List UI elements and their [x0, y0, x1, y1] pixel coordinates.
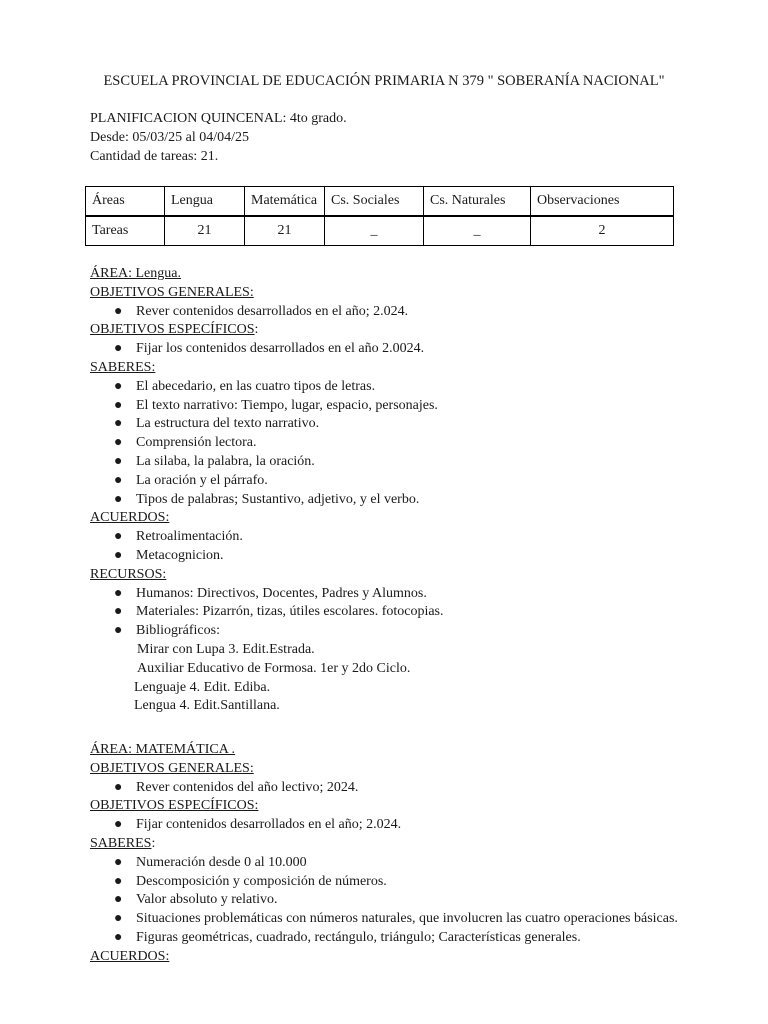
section-label: OBJETIVOS ESPECÍFICOS — [90, 322, 255, 338]
area-heading-lengua: ÁREA: Lengua. — [90, 266, 181, 281]
blank-line — [90, 716, 678, 735]
table-header-cell: Observaciones — [531, 187, 674, 217]
date-range: Desde: 05/03/25 al 04/04/25 — [90, 130, 250, 145]
table-cell: 21 — [165, 216, 245, 246]
list-item: ● La silaba, la palabra, la oración. — [114, 453, 315, 469]
book-reference: Mirar con Lupa 3. Edit.Estrada. — [137, 641, 315, 657]
list-item: ● El abecedario, en las cuatro tipos de letras. — [114, 378, 376, 394]
planning-meta — [90, 109, 347, 166]
planning-title: PLANIFICACION QUINCENAL: 4to grado. — [90, 111, 347, 126]
section-label: SABERES: — [90, 359, 156, 375]
table-cell: _ — [424, 216, 531, 246]
list-item: ● El texto narrativo: Tiempo, lugar, espacio, personajes. — [114, 397, 438, 413]
table-row — [86, 216, 674, 246]
list-item: ● Fijar contenidos desarrollados en el año; 2.024. — [114, 817, 402, 833]
table-header-row — [86, 187, 674, 217]
table-header-cell: Matemática — [245, 187, 325, 217]
list-item: ● Fijar los contenidos desarrollados en el año 2.0024. — [114, 341, 425, 357]
list-item: ● Figuras geométricas, cuadrado, rectángulo, triángulo; Características generales. — [114, 929, 581, 945]
section-label: OBJETIVOS GENERALES: — [90, 284, 254, 300]
area-heading-matematica: ÁREA: MATEMÁTICA . — [90, 741, 236, 757]
list-item: ● La estructura del texto narrativo. — [114, 416, 320, 432]
list-item: ● Retroalimentación. — [114, 529, 243, 545]
table-header-cell: Cs. Naturales — [424, 187, 531, 217]
table-header-cell: Cs. Sociales — [325, 187, 424, 217]
list-item: ● Comprensión lectora. — [114, 435, 257, 451]
list-item: ● Materiales: Pizarrón, tizas, útiles escolares. fotocopias. — [114, 604, 444, 620]
list-item: ● Descomposición y composición de números. — [114, 873, 387, 889]
table-header-cell: Lengua — [165, 187, 245, 217]
section-label: ACUERDOS: — [90, 948, 170, 964]
list-item: ● La oración y el párrafo. — [114, 472, 268, 488]
table-cell: 2 — [531, 216, 674, 246]
section-label: OBJETIVOS GENERALES: — [90, 760, 254, 776]
table-cell: Tareas — [86, 216, 165, 246]
book-reference: Lenguaje 4. Edit. Ediba. — [134, 679, 271, 695]
book-reference: Auxiliar Educativo de Formosa. 1er y 2do Ciclo. — [137, 660, 411, 676]
list-item: ● Situaciones problemáticas con números naturales, que involucren las cuatro operaciones básicas. — [114, 911, 678, 927]
list-item: ● Humanos: Directivos, Docentes, Padres y Alumnos. — [114, 585, 427, 601]
section-label: RECURSOS: — [90, 566, 167, 582]
book-reference: Lengua 4. Edit.Santillana. — [134, 698, 280, 714]
task-count: Cantidad de tareas: 21. — [90, 149, 219, 164]
list-item: ● Rever contenidos del año lectivo; 2024. — [114, 779, 359, 795]
section-label: SABERES — [90, 835, 152, 851]
section-label: ACUERDOS: — [90, 510, 170, 526]
list-item: ● Metacognicion. — [114, 547, 224, 563]
list-item: ● Numeración desde 0 al 10.000 — [114, 854, 307, 870]
section-label: OBJETIVOS ESPECÍFICOS: — [90, 798, 259, 814]
list-item: ● Bibliográficos: — [114, 623, 220, 639]
table-header-cell: Áreas — [86, 187, 165, 217]
list-item: ● Rever contenidos desarrollados en el año; 2.024. — [114, 303, 409, 319]
tasks-table — [85, 186, 674, 246]
table-cell: 21 — [245, 216, 325, 246]
list-item: ● Tipos de palabras; Sustantivo, adjetivo, y el verbo. — [114, 491, 420, 507]
planning-content: ÁREA: Lengua. OBJETIVOS GENERALES: ● Rever contenidos desarrollados en el año; 2.024. OBJETIVOS ESPECÍFICOS: ● Fijar los contenidos desarrollados en el año 2.0024. SABERES: ● El abecedario, en las cuatro tipos de letras. ● El texto narrativo: Tiempo, lugar, espacio, personajes. ● La estructura del texto narrativo. ● Comprensión lectora. ● La silaba, la palabra, la oración. ● La oración y el párrafo. ● Tipos de palabras; Sustantivo, adjetivo, y el verbo. ACUERDOS: ● Retroalimentación. ● Metacognicion. RECURSOS: ● Humanos: Directivos, Docentes, Padres y Alumnos. ● Materiales: Pizarrón, tizas, útiles escolares. fotocopias. ● Bibliográficos: Mirar con Lupa 3. Edit.Estrada. Auxiliar Educativo de Formosa. 1er y 2do Ciclo. Lenguaje 4. Edit. Ediba. Lengua 4. Edit.Santillana. ÁREA: MATEMÁTICA . OBJETIVOS GENERALES: ● Rever contenidos del año lectivo; 2024. OBJETIVOS ESPECÍFICOS: ● Fijar contenidos desarrollados en el año; 2.024. SABERES: ● Numeración desde 0 al 10.000 ● Descomposición y composición de números. ● Valor absoluto y relativo. ● Situaciones problemáticas con números naturales, que involucren las cuatro operaciones básicas. ● Figuras geométricas, cuadrado, rectángulo, triángulo; Características generales. ACUERDOS: — [90, 266, 678, 964]
list-item: ● Valor absoluto y relativo. — [114, 892, 278, 908]
school-title: ESCUELA PROVINCIAL DE EDUCACIÓN PRIMARIA N 379 " SOBERANÍA NACIONAL" — [103, 73, 665, 89]
table-cell: _ — [325, 216, 424, 246]
